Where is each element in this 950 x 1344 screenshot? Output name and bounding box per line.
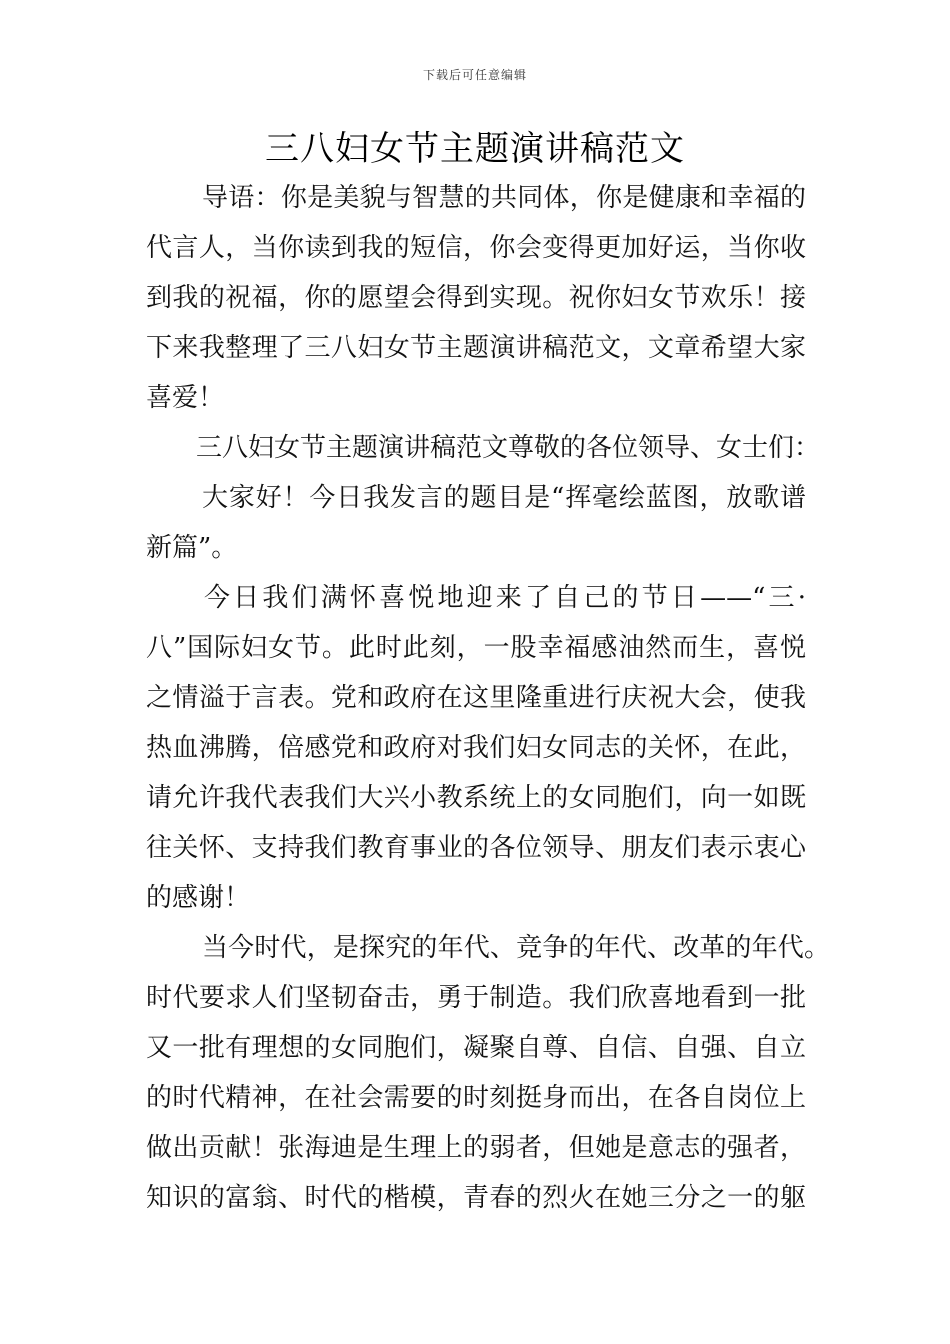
paragraph-line: 下来我整理了三八妇女节主题演讲稿范文，文章希望大家 — [146, 333, 806, 363]
paragraph-line: 八”国际妇女节。此时此刻，一股幸福感油然而生，喜悦 — [146, 633, 806, 663]
document-title: 三八妇女节主题演讲稿范文 — [265, 129, 685, 169]
paragraph-line: 的感谢！ — [146, 883, 251, 913]
paragraph-line: 大家好！今日我发言的题目是“挥毫绘蓝图，放歌谱 — [202, 483, 806, 513]
paragraph-line: 新篇”。 — [146, 533, 238, 563]
paragraph-line: 当今时代，是探究的年代、竞争的年代、改革的年代。 — [202, 933, 830, 963]
paragraph-line: 做出贡献！张海迪是生理上的弱者，但她是意志的强者， — [146, 1133, 806, 1163]
header-note: 下载后可任意编辑 — [422, 68, 527, 82]
paragraph-line: 喜爱！ — [146, 383, 225, 413]
paragraph-line: 代言人，当你读到我的短信，你会变得更加好运，当你收 — [146, 233, 806, 263]
paragraph-line: 导语：你是美貌与智慧的共同体，你是健康和幸福的 — [202, 183, 806, 213]
paragraph-line: 请允许我代表我们大兴小教系统上的女同胞们，向一如既 — [146, 783, 806, 813]
paragraph-line: 到我的祝福，你的愿望会得到实现。祝你妇女节欢乐！接 — [146, 283, 806, 313]
paragraph-line: 之情溢于言表。党和政府在这里隆重进行庆祝大会，使我 — [146, 683, 806, 713]
paragraph-line: 热血沸腾，倍感党和政府对我们妇女同志的关怀，在此， — [146, 733, 806, 763]
paragraph-line: 知识的富翁、时代的楷模，青春的烈火在她三分之一的躯 — [146, 1183, 806, 1213]
paragraph-line: 的时代精神，在社会需要的时刻挺身而出，在各自岗位上 — [146, 1083, 806, 1113]
paragraph-line: 往关怀、支持我们教育事业的各位领导、朋友们表示衷心 — [146, 833, 806, 863]
paragraph-line: 又一批有理想的女同胞们，凝聚自尊、自信、自强、自立 — [146, 1033, 806, 1063]
paragraph-line: 三八妇女节主题演讲稿范文尊敬的各位领导、女士们： — [196, 433, 821, 463]
paragraph-line: 时代要求人们坚韧奋击，勇于制造。我们欣喜地看到一批 — [146, 983, 806, 1013]
paragraph-line: 今日我们满怀喜悦地迎来了自己的节日——“三· — [204, 583, 806, 613]
